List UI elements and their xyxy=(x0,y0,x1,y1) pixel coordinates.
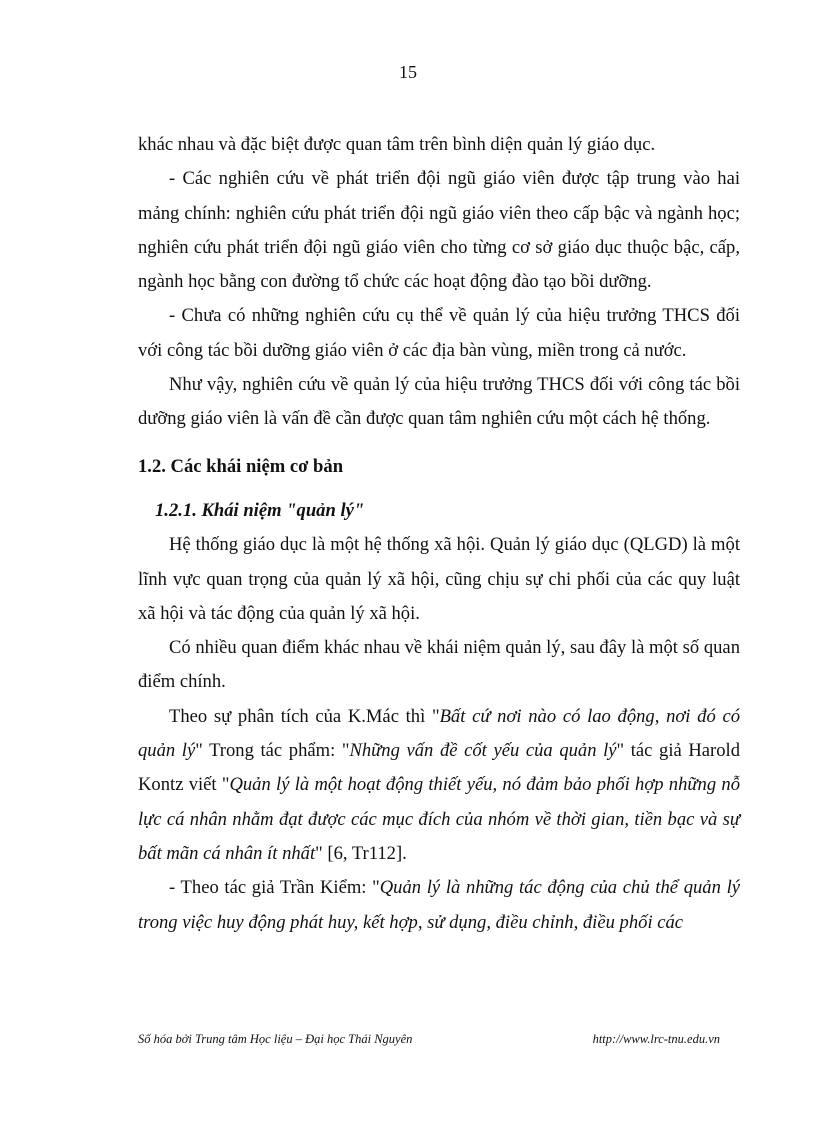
book-title: Những vấn đề cốt yếu của quản lý xyxy=(349,740,617,762)
quote-tran-kiem: Quản lý là những tác động của chủ thể quản lý trong việc huy động phát huy, kết hợp, sử dụng, điều chỉnh, điều phối các xyxy=(138,877,740,933)
paragraph: - Chưa có những nghiên cứu cụ thể về quản lý của hiệu trưởng THCS đối với công tác bồi dưỡng giáo viên ở các địa bàn vùng, miền trong cả nước. xyxy=(138,305,740,361)
paragraph: Như vậy, nghiên cứu về quản lý của hiệu trưởng THCS đối với công tác bồi dưỡng giáo viên là vấn đề cần được quan tâm nghiên cứu một cách hệ thống. xyxy=(138,374,740,430)
paragraph-tran-kiem xyxy=(138,871,740,940)
document-body xyxy=(138,128,740,940)
paragraph: Có nhiều quan điểm khác nhau về khái niệm quản lý, sau đây là một số quan điểm chính. xyxy=(138,637,740,693)
quote-marx: Bất cứ nơi nào có lao động, nơi đó có quản lý xyxy=(138,705,740,762)
subsection-heading: 1.2.1. Khái niệm "quản lý" xyxy=(155,499,365,521)
footer-source: Số hóa bởi Trung tâm Học liệu – Đại học Thái Nguyên xyxy=(138,1032,413,1046)
paragraph: khác nhau và đặc biệt được quan tâm trên bình diện quản lý giáo dục. xyxy=(138,134,656,155)
quote-kontz: Quản lý là một hoạt động thiết yếu, nó đảm bảo phối hợp những nỗ lực cá nhân nhằm đạt được các mục đích của nhóm về thời gian, tiền bạc và sự bất mãn cá nhân ít nhất xyxy=(138,774,740,864)
section-heading: 1.2. Các khái niệm cơ bản xyxy=(138,455,344,477)
paragraph: Hệ thống giáo dục là một hệ thống xã hội. Quản lý giáo dục (QLGD) là một lĩnh vực quan trọng của quản lý xã hội, cũng chịu sự chi phối của các quy luật xã hội và tác động của quản lý xã hội. xyxy=(138,534,740,624)
paragraph: - Các nghiên cứu về phát triển đội ngũ giáo viên được tập trung vào hai mảng chính: nghiên cứu phát triển đội ngũ giáo viên theo cấp bậc và ngành học; nghiên cứu phát triển đội ngũ giáo viên cho từng cơ sở giáo dục thuộc bậc, cấp, ngành học bằng con đường tổ chức các hoạt động đào tạo bồi dưỡng. xyxy=(138,168,740,293)
text-run: " tác giả Harold Kontz viết " xyxy=(138,740,740,796)
paragraph-quotes xyxy=(138,700,740,871)
text-run: Theo sự phân tích của K.Mác thì " xyxy=(169,705,440,727)
text-run: " Trong tác phẩm: " xyxy=(195,740,350,762)
text-run: " [6, Tr112]. xyxy=(315,842,407,864)
footer-url: http://www.lrc-tnu.edu.vn xyxy=(592,1032,720,1046)
page-footer xyxy=(138,1032,740,1047)
text-run: - Theo tác giả Trần Kiểm: " xyxy=(169,877,380,899)
page-number: 15 xyxy=(399,62,417,82)
